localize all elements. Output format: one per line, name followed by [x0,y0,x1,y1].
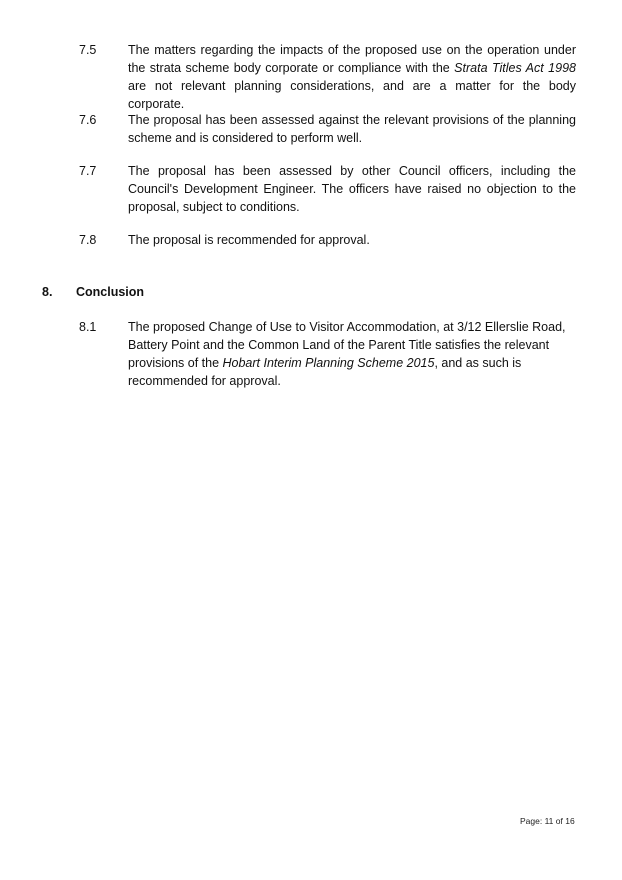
paragraph-number: 7.5 [79,43,97,57]
paragraph-number: 7.7 [79,164,97,178]
paragraph-number: 7.8 [79,233,97,247]
act-title: Strata Titles Act 1998 [454,61,576,75]
paragraph-text: The proposed Change of Use to Visitor Accommodation, at 3/12 Ellerslie Road, Battery Point and the Common Land of the Parent Title satisfies the relevant provisions of the Hobart Interim Planning Scheme 2015, and as such is recommended for approval. [128,320,566,388]
paragraph-text: The proposal has been assessed by other Council officers, including the Council's Development Engineer. The officers have raised no objection to the proposal, subject to conditions. [128,164,576,214]
paragraph-text: The proposal is recommended for approval. [128,233,370,247]
paragraph-number: 8.1 [79,320,97,334]
paragraph-text: The proposal has been assessed against the relevant provisions of the planning scheme and is considered to perform well. [128,113,576,145]
section-number: 8. [42,285,53,299]
paragraph-text: The matters regarding the impacts of the proposed use on the operation under the strata scheme body corporate or compliance with the Strata Titles Act 1998 are not relevant planning considerations, and are a matter for the body corporate. [128,43,576,111]
paragraph-number: 7.6 [79,113,97,127]
section-title: Conclusion [76,285,145,299]
page-number: Page: 11 of 16 [520,816,575,826]
scheme-title: Hobart Interim Planning Scheme 2015 [222,356,435,370]
